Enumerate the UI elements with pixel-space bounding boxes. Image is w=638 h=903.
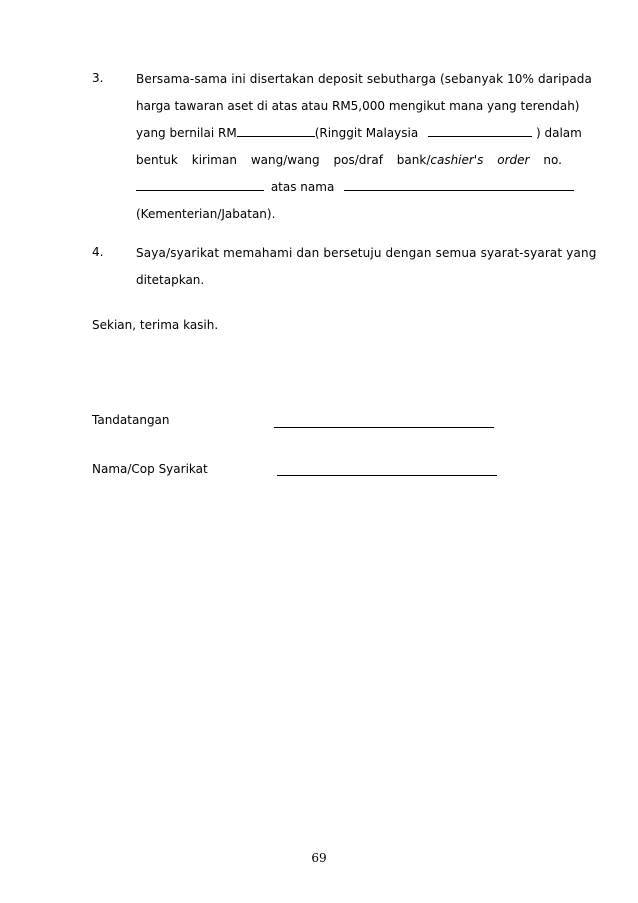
item-3-line-5-mid: atas nama xyxy=(270,180,335,194)
word-order: order xyxy=(497,153,530,167)
item-4-number: 4. xyxy=(92,245,104,259)
tandatangan-line xyxy=(274,427,494,428)
nama-cop-label: Nama/Cop Syarikat xyxy=(92,462,208,476)
word-pos-draf: pos/draf xyxy=(333,153,383,167)
ringgit-words-blank xyxy=(428,125,532,137)
item-3-line-1 xyxy=(136,71,592,98)
item-3-line-3 xyxy=(136,125,582,152)
nama-cop-line xyxy=(277,475,497,476)
item-3-line-6: (Kementerian/Jabatan). xyxy=(136,207,276,221)
item-3-line-1-text: Bersama-sama ini disertakan deposit sebutharga (sebanyak 10% daripada xyxy=(136,72,592,86)
item-3-line-3-c: ) dalam xyxy=(536,126,582,140)
draft-number-blank xyxy=(136,179,264,191)
rm-amount-blank xyxy=(237,125,315,137)
item-4-line-1: Saya/syarikat memahami dan bersetuju dengan semua syarat-syarat yang xyxy=(136,246,597,260)
word-bentuk: bentuk xyxy=(136,153,178,167)
item-4-body xyxy=(136,245,597,299)
word-kiriman: kiriman xyxy=(191,153,237,167)
item-3-line-2: harga tawaran aset di atas atau RM5,000 mengikut mana yang terendah) xyxy=(136,99,580,113)
word-wang: wang/wang xyxy=(250,153,320,167)
item-3-line-4 xyxy=(136,152,562,179)
item-3-body xyxy=(136,71,592,233)
payee-name-blank xyxy=(344,179,574,191)
word-bank-cashiers: bank/cashier's xyxy=(396,153,484,167)
word-no: no. xyxy=(543,153,562,167)
item-3-line-3-b: (Ringgit Malaysia xyxy=(314,126,419,140)
tandatangan-label: Tandatangan xyxy=(92,413,170,427)
item-3-line-5 xyxy=(136,179,562,206)
closing-text: Sekian, terima kasih. xyxy=(92,318,219,332)
item-4-line-2: ditetapkan. xyxy=(136,273,205,287)
item-3-number: 3. xyxy=(92,71,104,85)
page-number: 69 xyxy=(311,851,327,865)
item-3-line-3-a: yang bernilai RM xyxy=(136,126,237,140)
